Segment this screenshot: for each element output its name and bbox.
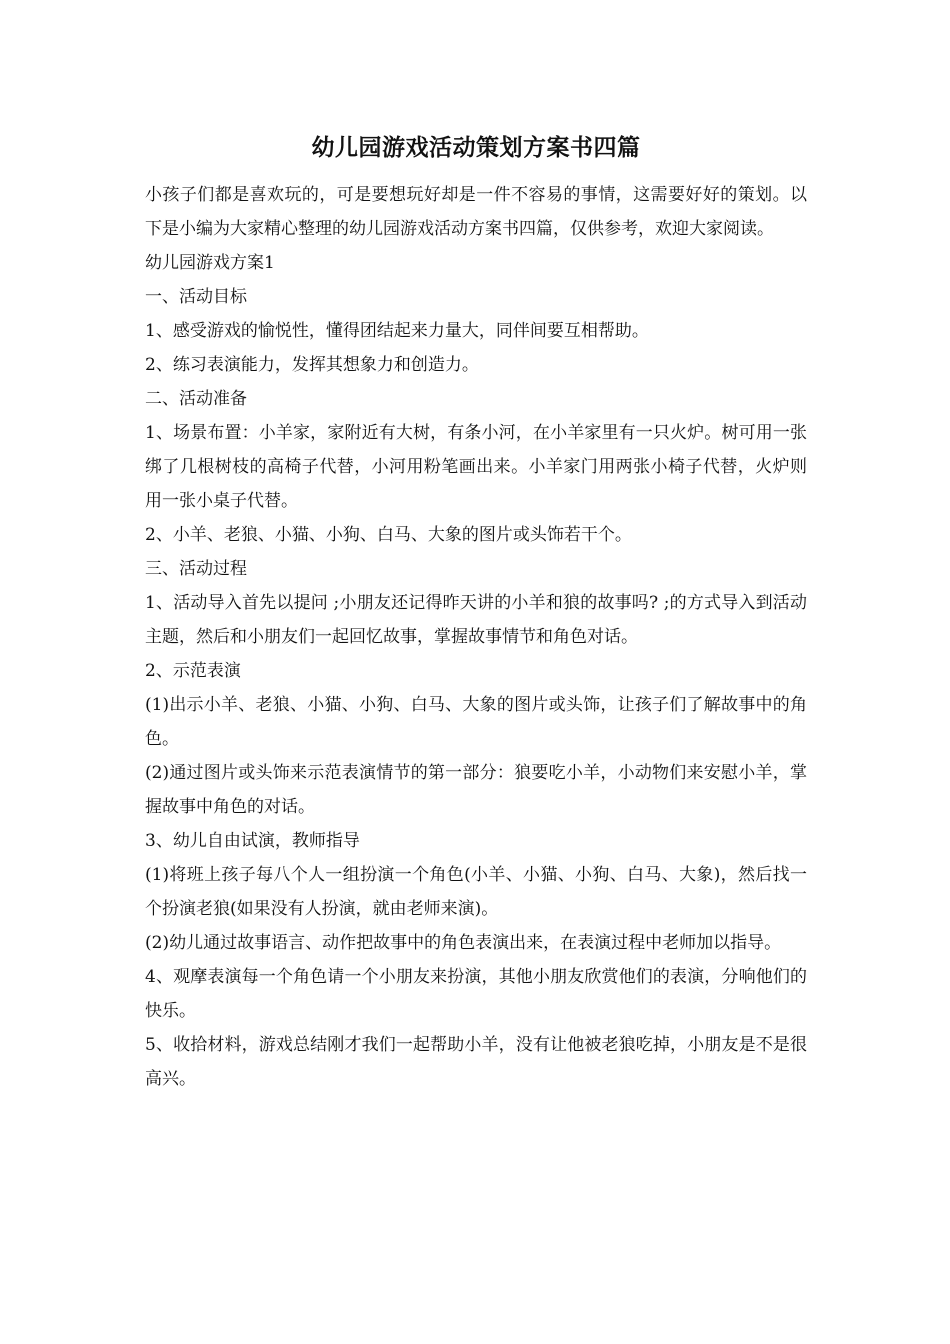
section-heading-goals: 一、活动目标	[145, 287, 247, 307]
process-item-5: 5、收拾材料，游戏总结刚才我们一起帮助小羊，没有让他被老狼吃掉，小朋友是不是很高兴。	[145, 1035, 807, 1089]
process-item-3-sub-1: (1)将班上孩子每八个人一组扮演一个角色(小羊、小猫、小狗、白马、大象)，然后找一个扮演老狼(如果没有人扮演，就由老师来演)。	[145, 865, 807, 919]
preparation-item-2: 2、小羊、老狼、小猫、小狗、白马、大象的图片或头饰若干个。	[145, 525, 632, 545]
process-item-3: 3、幼儿自由试演，教师指导	[145, 831, 360, 851]
process-item-4: 4、观摩表演每一个角色请一个小朋友来扮演，其他小朋友欣赏他们的表演，分响他们的快乐。	[145, 967, 807, 1021]
process-item-3-sub-2: (2)幼儿通过故事语言、动作把故事中的角色表演出来，在表演过程中老师加以指导。	[145, 933, 782, 953]
preparation-item-1: 1、场景布置：小羊家，家附近有大树，有条小河，在小羊家里有一只火炉。树可用一张绑了几根树枝的高椅子代替，小河用粉笔画出来。小羊家门用两张小椅子代替，火炉则用一张小桌子代替。	[145, 423, 807, 511]
document-title: 幼儿园游戏活动策划方案书四篇	[311, 134, 641, 161]
goal-item-2: 2、练习表演能力，发挥其想象力和创造力。	[145, 355, 479, 375]
process-item-2-sub-1: (1)出示小羊、老狼、小猫、小狗、白马、大象的图片或头饰，让孩子们了解故事中的角色。	[145, 695, 807, 749]
section-heading-process: 三、活动过程	[145, 559, 247, 579]
goal-item-1: 1、感受游戏的愉悦性，懂得团结起来力量大，同伴间要互相帮助。	[145, 321, 649, 341]
section-heading-plan-1: 幼儿园游戏方案1	[145, 253, 275, 273]
process-item-2: 2、示范表演	[145, 661, 241, 681]
section-heading-preparation: 二、活动准备	[145, 389, 247, 409]
process-item-2-sub-2: (2)通过图片或头饰来示范表演情节的第一部分：狼要吃小羊，小动物们来安慰小羊，掌握故事中角色的对话。	[145, 763, 807, 817]
process-item-1: 1、活动导入首先以提问 ;小朋友还记得昨天讲的小羊和狼的故事吗? ;的方式导入到活动主题，然后和小朋友们一起回忆故事，掌握故事情节和角色对话。	[145, 593, 807, 647]
intro-paragraph: 小孩子们都是喜欢玩的，可是要想玩好却是一件不容易的事情，这需要好好的策划。以下是小编为大家精心整理的幼儿园游戏活动方案书四篇，仅供参考，欢迎大家阅读。	[145, 185, 807, 239]
document-page	[145, 128, 807, 1096]
